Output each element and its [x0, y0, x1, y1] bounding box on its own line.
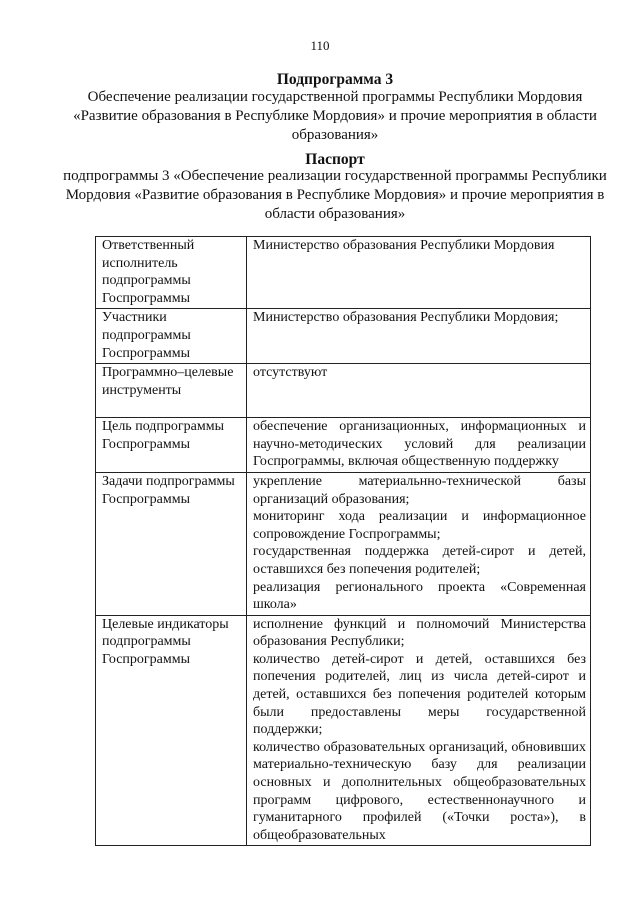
row-label-instruments: Программно–целевые инструменты	[96, 364, 247, 418]
passport-description: подпрограммы 3 «Обеспечение реализации государственной программы Республики Мордовия «Развитие образования в Республике Мордовия» и прочие мероприятия в области образования»	[63, 168, 607, 222]
table-row	[96, 364, 591, 418]
row-label-responsible: Ответственный исполнитель подпрограммы Госпрограммы	[96, 237, 247, 309]
value-line: обеспечение организационных, информационных и научно-методических условий для реализации Госпрограммы, включая общественную поддержку	[253, 419, 586, 470]
row-value-goal	[247, 418, 591, 473]
passport-table	[95, 236, 591, 846]
row-label-tasks: Задачи подпрограммы Госпрограммы	[96, 472, 247, 615]
page-number: 110	[310, 38, 330, 53]
table-row	[96, 237, 591, 309]
value-line: государственная поддержка детей-сирот и детей, оставшихся без попечения родителей;	[253, 544, 586, 577]
table-row	[96, 615, 591, 846]
value-line: мониторинг хода реализации и информационное сопровождение Госпрограммы;	[253, 509, 586, 542]
value-line: отсутствуют	[253, 365, 328, 381]
subprogram-title: Подпрограмма 3	[276, 71, 394, 88]
value-line: реализация регионального проекта «Современная школа»	[253, 579, 586, 613]
subprogram-description: Обеспечение реализации государственной программы Республики Мордовия «Развитие образования в Республике Мордовия» и прочие мероприятия в области образования»	[73, 89, 597, 143]
passport-title: Паспорт	[305, 151, 365, 168]
row-value-indicators	[247, 615, 591, 846]
row-label-goal: Цель подпрограммы Госпрограммы	[96, 418, 247, 473]
value-line: исполнение функций и полномочий Министерства образования Республики;	[253, 616, 586, 650]
row-value-responsible	[247, 237, 591, 309]
row-value-tasks	[247, 472, 591, 615]
value-line: количество детей-сирот и детей, оставшихся без попечения родителей, лиц из числа детей-сирот и детей, оставшихся без попечения родителей которым были предоставлены меры государственной поддержки;	[253, 651, 586, 738]
row-value-instruments	[247, 364, 591, 418]
value-line: Министерство образования Республики Мордовия	[253, 238, 555, 253]
value-line: укрепление материальнно-технической базы организаций образования;	[253, 473, 586, 507]
row-label-indicators: Целевые индикаторы подпрограммы Госпрограммы	[96, 615, 247, 846]
table-row	[96, 309, 591, 364]
table-row	[96, 418, 591, 473]
row-value-participants	[247, 309, 591, 364]
row-label-participants: Участники подпрограммы Госпрограммы	[96, 309, 247, 364]
value-line: Министерство образования Республики Мордовия;	[253, 310, 559, 326]
table-row	[96, 472, 591, 615]
value-line: количество образовательных организаций, обновивших материально-техническую базу для реализации основных и дополнительных общеобразовательных программ цифрового, естественнонаучного и гуманитарного профилей («Точки роста»), в общеобразовательных	[253, 739, 586, 843]
